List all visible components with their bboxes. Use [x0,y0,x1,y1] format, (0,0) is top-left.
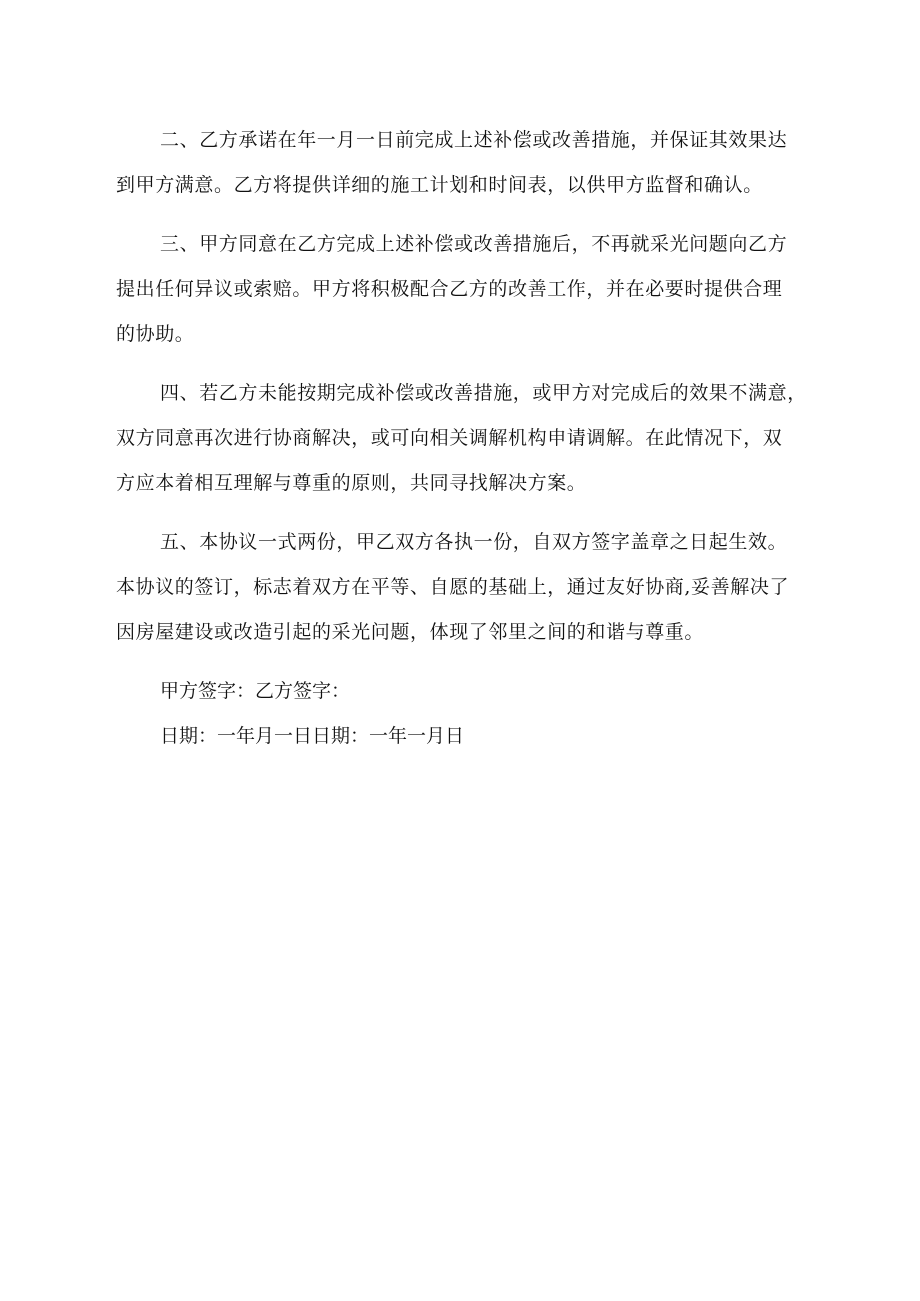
clause-four [116,371,807,506]
clause-two [116,118,804,208]
clause-four-line-3: 方应本着相互理解与尊重的原则，共同寻找解决方案。 [116,472,587,494]
clause-three [116,222,804,357]
clause-four-line-1: 四、若乙方未能按期完成补偿或改善措施，或甲方对完成后的效果不满意， [160,382,807,404]
clause-three-line-1: 三、甲方同意在乙方完成上述补偿或改善措施后，不再就采光问题向乙方 [160,233,788,255]
document-page [116,118,807,759]
clause-three-line-3: 的协助。 [116,323,195,345]
clause-four-line-2: 双方同意再次进行协商解决，或可向相关调解机构申请调解。在此情况下，双 [116,427,783,449]
date-line: 日期：一年月一日日期：一年一月日 [160,725,465,747]
clause-two-line-1: 二、乙方承诺在年一月一日前完成上述补偿或改善措施，并保证其效果达 [160,129,788,151]
clause-five-line-1: 五、本协议一式两份，甲乙双方各执一份，自双方签字盖章之日起生效。 [160,531,788,553]
clause-five [116,520,804,655]
clause-five-line-2: 本协议的签订，标志着双方在平等、自愿的基础上，通过友好协商,妥善解决了 [116,576,790,598]
clause-five-line-3: 因房屋建设或改造引起的采光问题，体现了邻里之间的和谐与尊重。 [116,621,705,643]
clause-three-line-2: 提出任何异议或索赔。甲方将积极配合乙方的改善工作，并在必要时提供合理 [116,278,783,300]
clause-two-line-2: 到甲方满意。乙方将提供详细的施工计划和时间表，以供甲方监督和确认。 [116,174,763,196]
signature-line: 甲方签字：乙方签字： [160,680,351,702]
